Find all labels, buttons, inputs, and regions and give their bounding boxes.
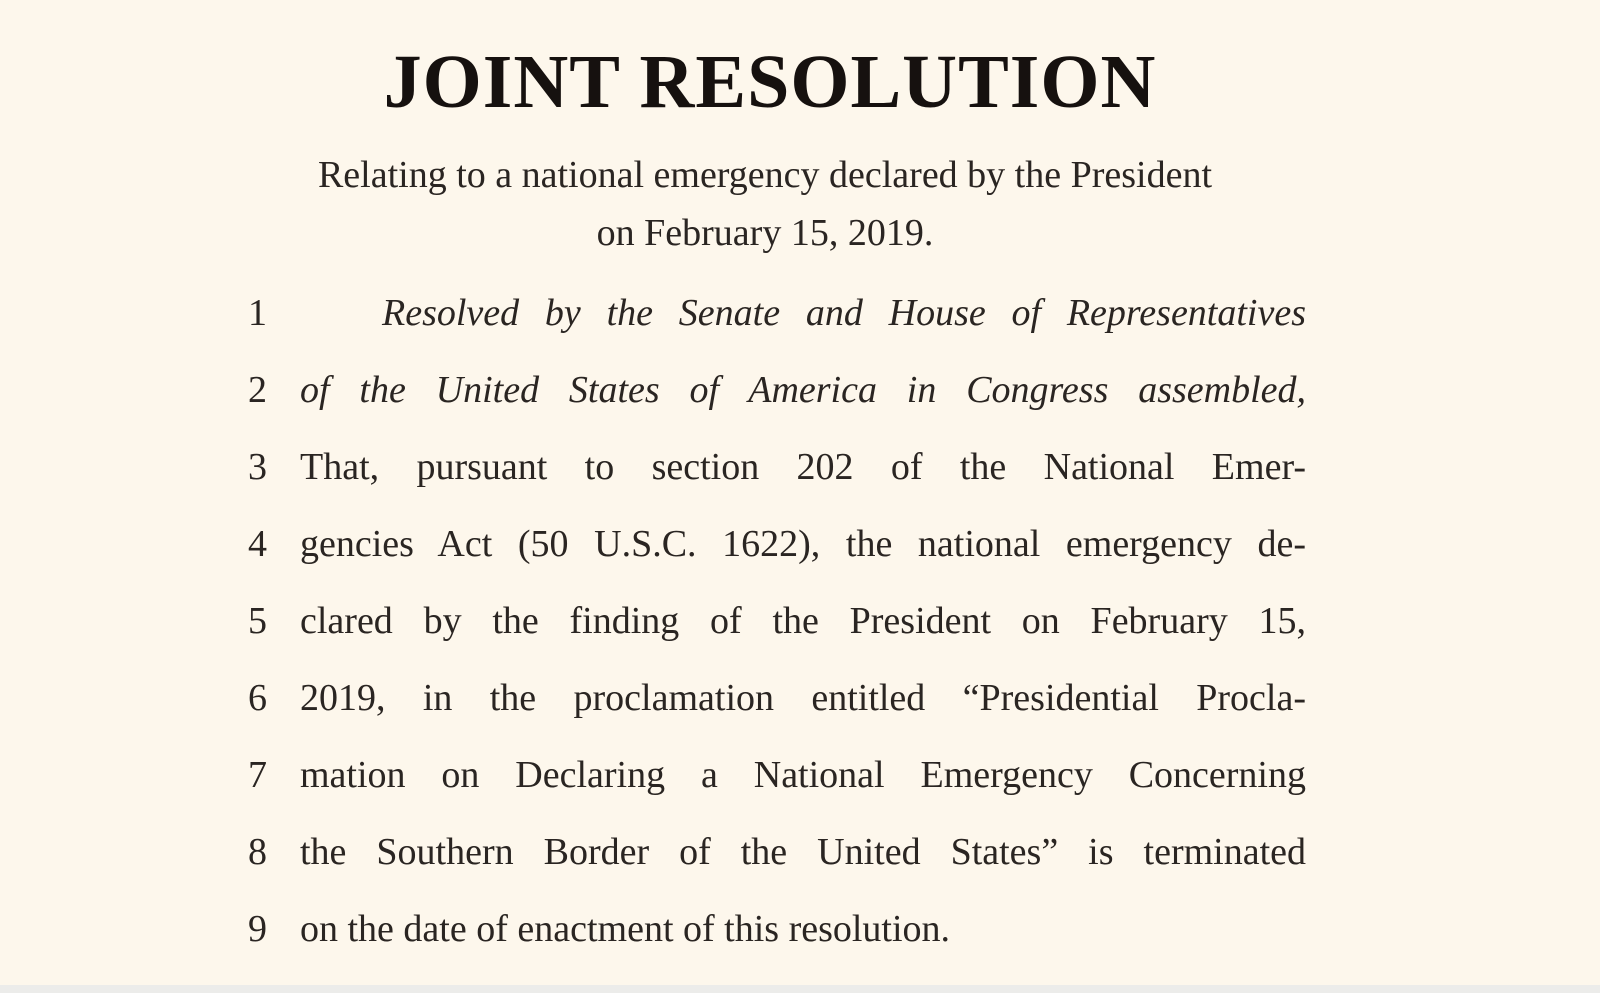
text-line	[248, 906, 1308, 983]
line-text: clared by the finding of the President on February 15,	[300, 600, 1306, 642]
line-text: of the United States of America in Congress assembled,	[300, 369, 1306, 411]
line-text: the Southern Border of the United States” is terminated	[300, 831, 1306, 873]
line-number: 4	[248, 523, 267, 565]
text-line	[248, 752, 1308, 829]
line-number: 8	[248, 831, 267, 873]
text-line	[248, 598, 1308, 675]
subtitle-line-2: on February 15, 2019.	[596, 212, 934, 254]
text-line	[248, 367, 1308, 444]
line-text: 2019, in the proclamation entitled “Presidential Procla-	[300, 677, 1306, 719]
document-title: JOINT RESOLUTION	[383, 40, 1157, 124]
line-text: That, pursuant to section 202 of the National Emer-	[300, 446, 1306, 488]
line-number: 7	[248, 754, 267, 796]
line-text: gencies Act (50 U.S.C. 1622), the national emergency de-	[300, 523, 1306, 565]
text-line	[248, 829, 1308, 906]
text-line	[248, 675, 1308, 752]
line-number: 1	[248, 292, 267, 334]
line-number: 9	[248, 908, 267, 950]
line-text: Resolved by the Senate and House of Representatives	[382, 292, 1306, 334]
text-line	[248, 444, 1308, 521]
text-line	[248, 290, 1308, 367]
bottom-border	[0, 985, 1600, 993]
line-text: on the date of enactment of this resolution.	[300, 908, 951, 950]
line-number: 5	[248, 600, 267, 642]
subtitle-line-1: Relating to a national emergency declared by the President	[317, 154, 1213, 196]
line-number: 6	[248, 677, 267, 719]
line-text: mation on Declaring a National Emergency Concerning	[300, 754, 1306, 796]
text-line	[248, 521, 1308, 598]
resolution-text	[248, 290, 1308, 983]
document-subtitle	[250, 146, 1280, 262]
line-number: 2	[248, 369, 267, 411]
line-number: 3	[248, 446, 267, 488]
